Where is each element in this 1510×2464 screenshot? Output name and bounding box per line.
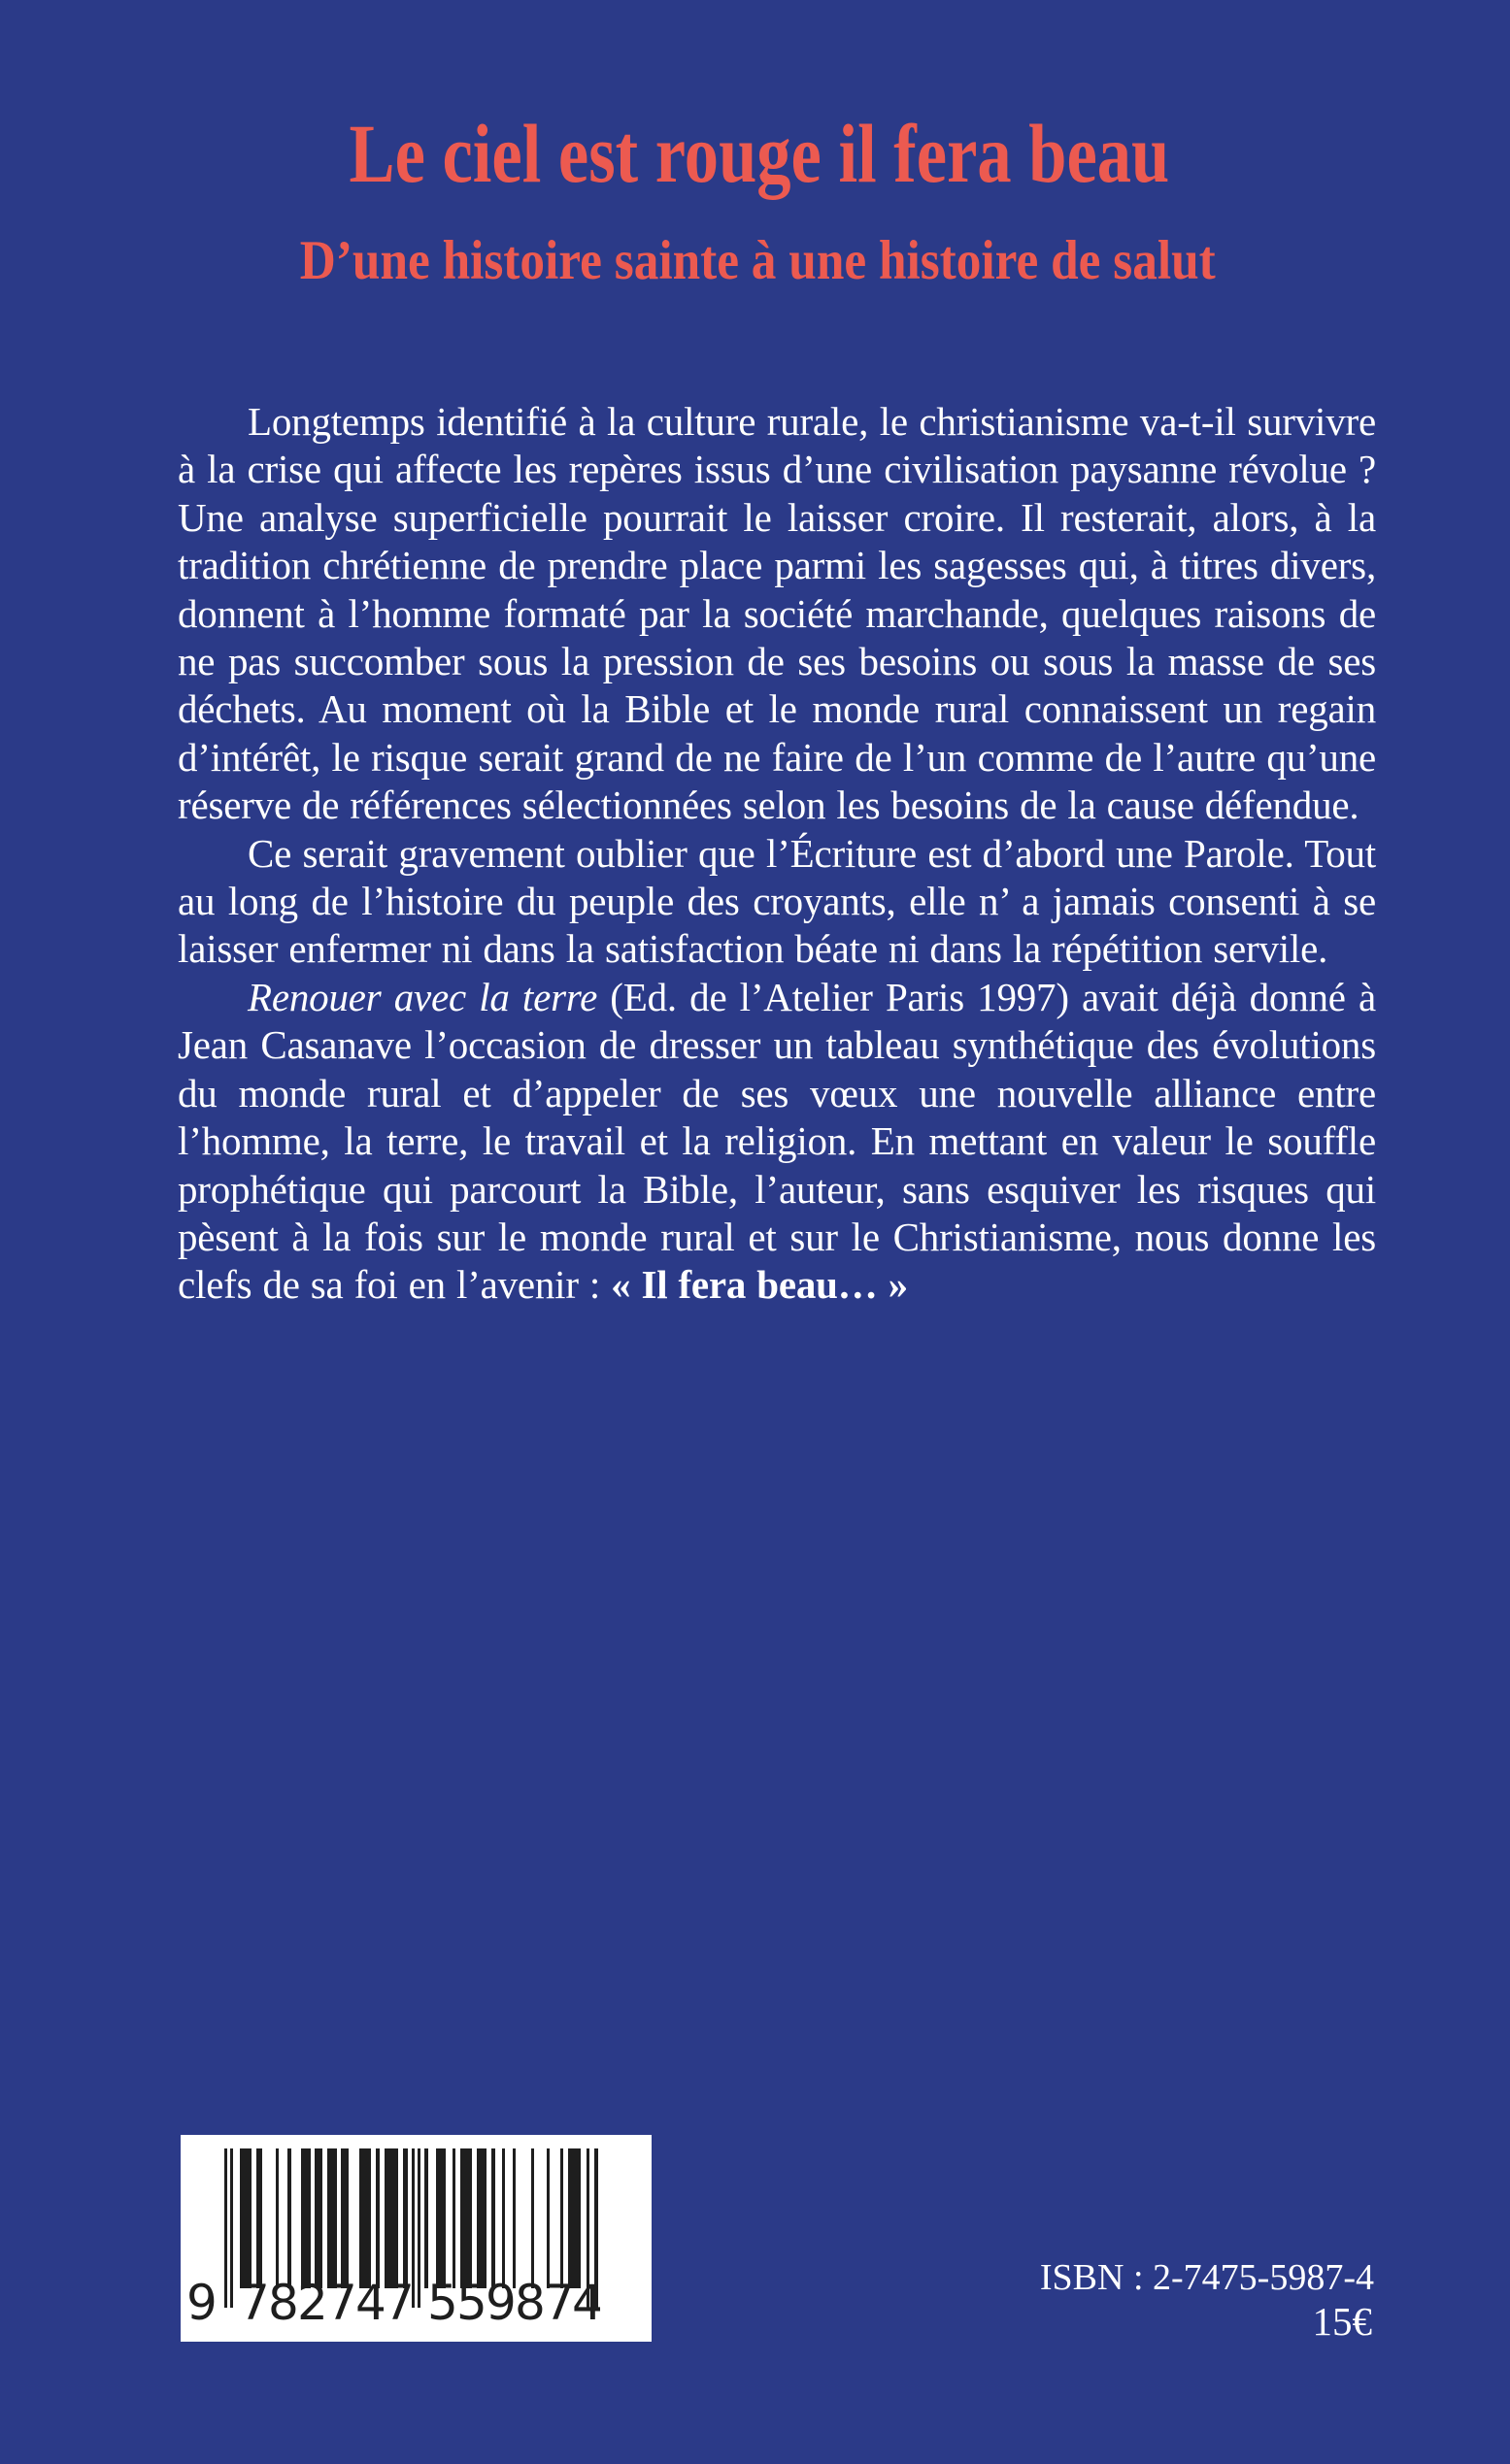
barcode-digit: 8 bbox=[515, 2275, 546, 2331]
barcode-digit: 9 bbox=[486, 2275, 517, 2331]
barcode-digit: 4 bbox=[355, 2275, 386, 2331]
book-title: Le ciel est rouge il fera beau bbox=[349, 107, 1170, 200]
barcode-digit: 5 bbox=[427, 2275, 458, 2331]
book-subtitle: D’une histoire sainte à une histoire de salut bbox=[299, 230, 1216, 291]
blurb-paragraph-3-text: (Ed. de l’Atelier Paris 1997) avait déjà donné à Jean Casanave l’occasion de dresser un tableau synthétique des évolutions du monde rural et d’appeler de ses vœux une nouvelle alliance entre l’homme, la terre, le travail et la religion. En mettant en valeur le souffle prophétique qui parcourt la Bible, l’auteur, sans esquiver les risques qui pèsent à la fois sur le monde rural et sur le Christianisme, nous donne les clefs de sa foi en l’avenir : bbox=[178, 974, 1377, 1308]
barcode-digit: 7 bbox=[326, 2275, 357, 2331]
closing-quote: « Il fera beau… » bbox=[611, 1262, 908, 1308]
barcode-digit: 2 bbox=[297, 2275, 328, 2331]
barcode bbox=[181, 2135, 652, 2342]
blurb-paragraph-1: Longtemps identifié à la culture rurale, le christianisme va-t-il survivre à la crise qui affecte les repères issus d’une civilisation paysanne révolue ? Une analyse superficielle pourrait le laisser croire. Il resterait, alors, à la tradition chrétienne de prendre place parmi les sagesses qui, à titres divers, donnent à l’homme formaté par la société marchande, quelques raisons de ne pas succomber sous la pression de ses besoins ou sous la masse de ses déchets. Au moment où la Bible et le monde rural connaissent un regain d’intérêt, le risque serait grand de ne faire de l’un comme de l’autre qu’une réserve de références sélectionnées selon les besoins de la cause défendue. bbox=[178, 399, 1376, 828]
barcode-digit: 4 bbox=[572, 2275, 603, 2331]
blurb-paragraph-2: Ce serait gravement oublier que l’Écriture est d’abord une Parole. Tout au long de l’histoire du peuple des croyants, elle n’ a jamais consenti à se laisser enfermer ni dans la satisfaction béate ni dans la répétition servile. bbox=[178, 830, 1376, 972]
barcode-digit: 7 bbox=[544, 2275, 575, 2331]
blurb-paragraph-3 bbox=[178, 974, 1376, 1310]
barcode-digit: 7 bbox=[384, 2275, 415, 2331]
barcode-digits bbox=[181, 2135, 652, 2342]
barcode-digit: 8 bbox=[268, 2275, 299, 2331]
referenced-book-title: Renouer avec la terre bbox=[248, 974, 598, 1019]
barcode-digit: 9 bbox=[186, 2275, 218, 2331]
barcode-digit: 5 bbox=[456, 2275, 487, 2331]
barcode-digit: 7 bbox=[239, 2275, 270, 2331]
back-cover-blurb bbox=[178, 398, 1376, 1310]
price-label: 15€ bbox=[1312, 2299, 1372, 2344]
isbn-label: ISBN : 2-7475-5987-4 bbox=[1039, 2257, 1374, 2298]
